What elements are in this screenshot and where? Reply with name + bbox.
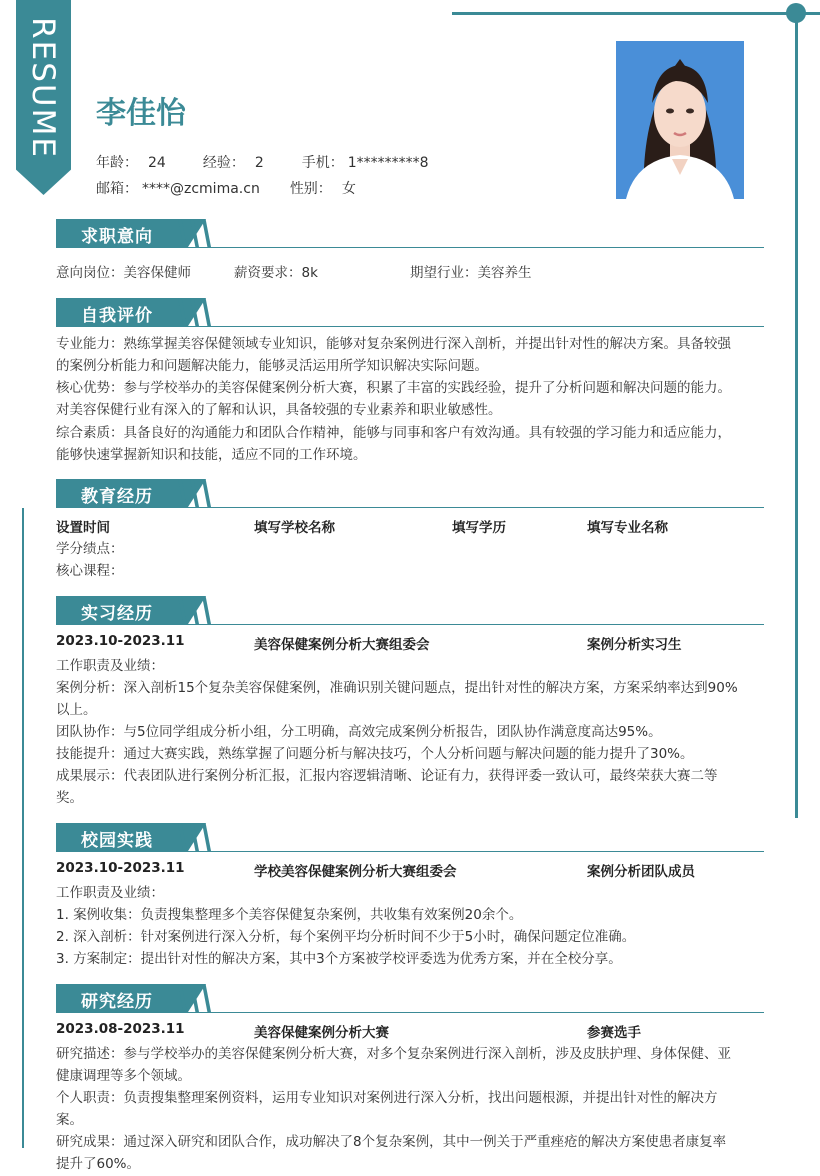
self-line: 专业能力：熟练掌握美容保健领域专业知识，能够对复杂案例进行深入剖析，并提出针对性的解决方案。具备较强	[56, 336, 731, 352]
section-title: 教育经历	[81, 487, 153, 507]
campus-org: 学校美容保健案例分析大赛组委会	[254, 864, 457, 880]
campus-line: 1. 案例收集：负责搜集整理多个美容保健复杂案例，共收集有效案例20余个。	[56, 907, 523, 923]
section-title: 校园实践	[81, 831, 153, 851]
intent-position: 意向岗位：美容保健师	[56, 265, 191, 281]
research-time: 2023.08-2023.11	[56, 1021, 185, 1037]
edu-school: 填写学校名称	[254, 520, 335, 536]
section-rule	[56, 1012, 764, 1013]
intern-line: 案例分析：深入剖析15个复杂美容保健案例，准确识别关键问题点，提出针对性的解决方案，方案采纳率达到90%	[56, 680, 738, 696]
experience-field	[203, 152, 264, 172]
edu-time: 设置时间	[56, 520, 110, 536]
email-field	[96, 178, 260, 198]
campus-time: 2023.10-2023.11	[56, 860, 185, 876]
section-stripe	[202, 298, 211, 326]
intent-salary: 薪资要求：8k	[234, 265, 318, 281]
intern-line: 成果展示：代表团队进行案例分析汇报，汇报内容逻辑清晰、论证有力，获得评委一致认可，最终荣获大赛二等	[56, 768, 718, 784]
section-stripe	[202, 984, 211, 1012]
section-stripe	[202, 479, 211, 507]
section-rule	[56, 624, 764, 625]
email-value: ****@zcmima.cn	[142, 181, 260, 197]
top-decor-line	[452, 12, 820, 15]
self-line: 的案例分析能力和问题解决能力，能够灵活运用所学知识解决实际问题。	[56, 358, 488, 374]
intent-industry: 期望行业：美容养生	[410, 265, 532, 281]
left-decor-line	[22, 508, 24, 1148]
section-stripe	[202, 823, 211, 851]
section-header-internship	[56, 596, 764, 626]
section-title: 求职意向	[81, 227, 153, 247]
portrait-illustration	[616, 41, 744, 199]
age-field	[96, 152, 166, 172]
section-stripe	[202, 596, 211, 624]
intern-org: 美容保健案例分析大赛组委会	[254, 637, 430, 653]
gender-label: 性别：	[289, 181, 332, 197]
experience-label: 经验：	[202, 155, 245, 171]
section-rule	[56, 851, 764, 852]
research-role: 参赛选手	[587, 1025, 641, 1041]
email-label: 邮箱：	[96, 181, 138, 197]
self-line: 综合素质：具备良好的沟通能力和团队合作精神，能够与同事和客户有效沟通。具有较强的学习能力和适应能力，	[56, 425, 731, 441]
section-header-self	[56, 298, 764, 328]
self-line: 能够快速掌握新知识和技能，适应不同的工作环境。	[56, 447, 367, 463]
research-line: 个人职责：负责搜集整理案例资料，运用专业知识对案例进行深入分析，找出问题根源，并提出针对性的解决方	[56, 1090, 718, 1106]
candidate-name: 李佳怡	[96, 96, 186, 131]
campus-role: 案例分析团队成员	[587, 864, 695, 880]
edu-major: 填写专业名称	[587, 520, 668, 536]
phone-value: 1*********8	[347, 155, 429, 171]
age-label: 年龄：	[96, 155, 138, 171]
info-row-2	[96, 178, 356, 198]
intern-time: 2023.10-2023.11	[56, 633, 185, 649]
self-line: 核心优势：参与学校举办的美容保健案例分析大赛，积累了丰富的实践经验，提升了分析问题和解决问题的能力。	[56, 380, 731, 396]
experience-value: 2	[254, 155, 264, 171]
campus-line: 2. 深入剖析：针对案例进行深入分析，每个案例平均分析时间不少于5小时，确保问题定位准确。	[56, 929, 636, 945]
research-line: 提升了60%。	[56, 1156, 141, 1172]
intern-line: 奖。	[56, 790, 83, 806]
portrait-photo	[616, 41, 744, 199]
section-header-intent	[56, 219, 764, 249]
info-row-1	[96, 152, 429, 172]
section-header-campus	[56, 823, 764, 853]
right-decor-line	[795, 12, 798, 818]
section-header-education	[56, 479, 764, 509]
research-line: 研究描述：参与学校举办的美容保健案例分析大赛，对多个复杂案例进行深入剖析，涉及皮肤护理、身体保健、亚	[56, 1046, 731, 1062]
gender-field	[290, 178, 356, 198]
section-title: 研究经历	[81, 992, 153, 1012]
campus-line: 3. 方案制定：提出针对性的解决方案，其中3个方案被学校评委选为优秀方案，并在全校分享。	[56, 951, 622, 967]
intern-line: 工作职责及业绩：	[56, 658, 164, 674]
intern-role: 案例分析实习生	[587, 637, 682, 653]
section-header-research	[56, 984, 764, 1014]
edu-degree: 填写学历	[452, 520, 506, 536]
self-line: 对美容保健行业有深入的了解和认识，具备较强的专业素养和职业敏感性。	[56, 402, 502, 418]
intern-line: 以上。	[56, 702, 97, 718]
section-title: 实习经历	[81, 604, 153, 624]
edu-courses: 核心课程：	[56, 563, 124, 579]
research-line: 案。	[56, 1112, 83, 1128]
phone-field	[302, 152, 429, 172]
section-rule	[56, 326, 764, 327]
edu-gpa: 学分绩点：	[56, 541, 124, 557]
intern-line: 团队协作：与5位同学组成分析小组，分工明确，高效完成案例分析报告，团队协作满意度高达95%。	[56, 724, 662, 740]
intern-line: 技能提升：通过大赛实践，熟练掌握了问题分析与解决技巧，个人分析问题与解决问题的能力提升了30%。	[56, 746, 694, 762]
age-value: 24	[148, 155, 166, 171]
resume-ribbon-text: RESUME	[25, 17, 61, 159]
section-title: 自我评价	[81, 306, 153, 326]
section-rule	[56, 247, 764, 248]
section-stripe	[202, 219, 211, 247]
research-org: 美容保健案例分析大赛	[254, 1025, 389, 1041]
section-rule	[56, 507, 764, 508]
research-line: 健康调理等多个领域。	[56, 1068, 191, 1084]
phone-label: 手机：	[301, 155, 344, 171]
gender-value: 女	[341, 181, 356, 197]
research-line: 研究成果：通过深入研究和团队合作，成功解决了8个复杂案例，其中一例关于严重痤疮的解决方案使患者康复率	[56, 1134, 727, 1150]
campus-line: 工作职责及业绩：	[56, 885, 164, 901]
